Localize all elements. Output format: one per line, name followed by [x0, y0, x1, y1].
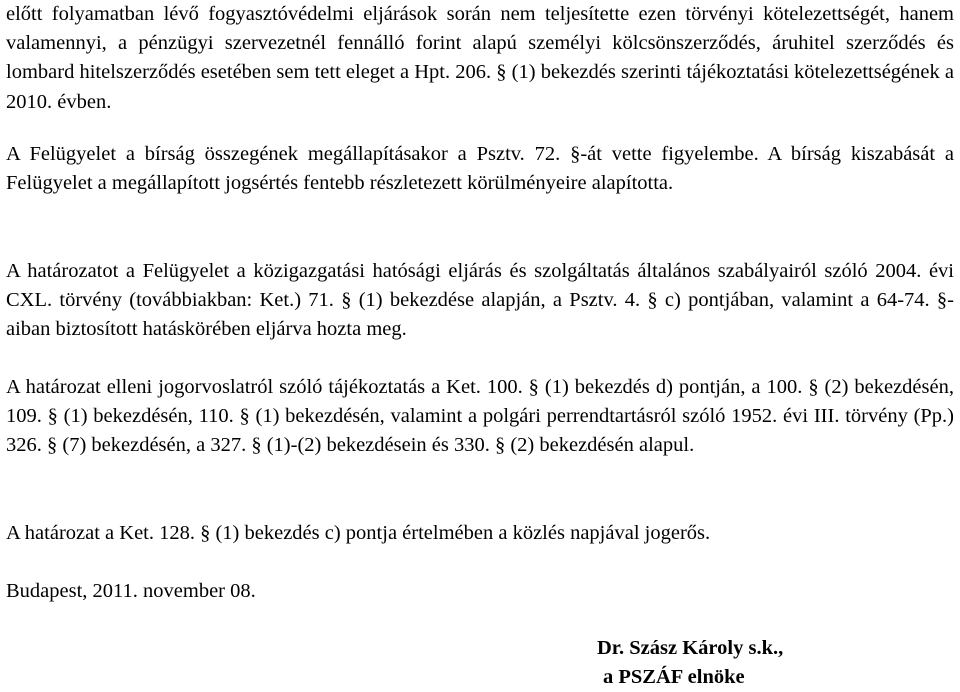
- paragraph-legal-remedy: A határozat elleni jogorvoslatról szóló tájékoztatás a Ket. 100. § (1) bekezdés d) pontján, a 100. § (2) bekezdésén, 109. § (1) bekezdésén, 110. § (1) bekezdésén, valamint a polgári perrendtartásról szóló 1952. évi III. törvény (Pp.) 326. § (7) bekezdésén, a 327. § (1)-(2) bekezdésein és 330. § (2) bekezdésén alapul.: [6, 376, 954, 457]
- signatory-title: a PSZÁF elnöke: [603, 666, 745, 689]
- paragraph-legal-authority: A határozatot a Felügyelet a közigazgatási hatósági eljárás és szolgáltatás általános szabályairól szóló 2004. évi CXL. törvény (továbbiakban: Ket.) 71. § (1) bekezdése alapján, a Psztv. 4. § c) pontjában, valamint a 64-74. §-aiban biztosított hatáskörében eljárva hozta meg.: [6, 260, 954, 341]
- paragraph-effective-date: A határozat a Ket. 128. § (1) bekezdés c) pontja értelmében a közlés napjával jogerős.: [6, 522, 711, 544]
- place-and-date: Budapest, 2011. november 08.: [6, 580, 256, 602]
- signature-block: [597, 634, 783, 692]
- signatory-name: Dr. Szász Károly s.k.,: [597, 637, 784, 659]
- paragraph-consumer-protection: előtt folyamatban lévő fogyasztóvédelmi eljárások során nem teljesítette ezen törvényi kötelezettségét, hanem valamennyi, a pénzügyi szervezetnél fennálló forint alapú személyi kölcsönszerződés, áruhitel szerződés és lombard hitelszerződés esetében sem tett eleget a Hpt. 206. § (1) bekezdés szerinti tájékoztatási kötelezettségének a 2010. évben.: [6, 3, 954, 113]
- paragraph-fine-basis: A Felügyelet a bírság összegének megállapításakor a Psztv. 72. §-át vette figyelembe. A bírság kiszabását a Felügyelet a megállapított jogsértés fentebb részletezett körülményeire alapította.: [6, 143, 954, 195]
